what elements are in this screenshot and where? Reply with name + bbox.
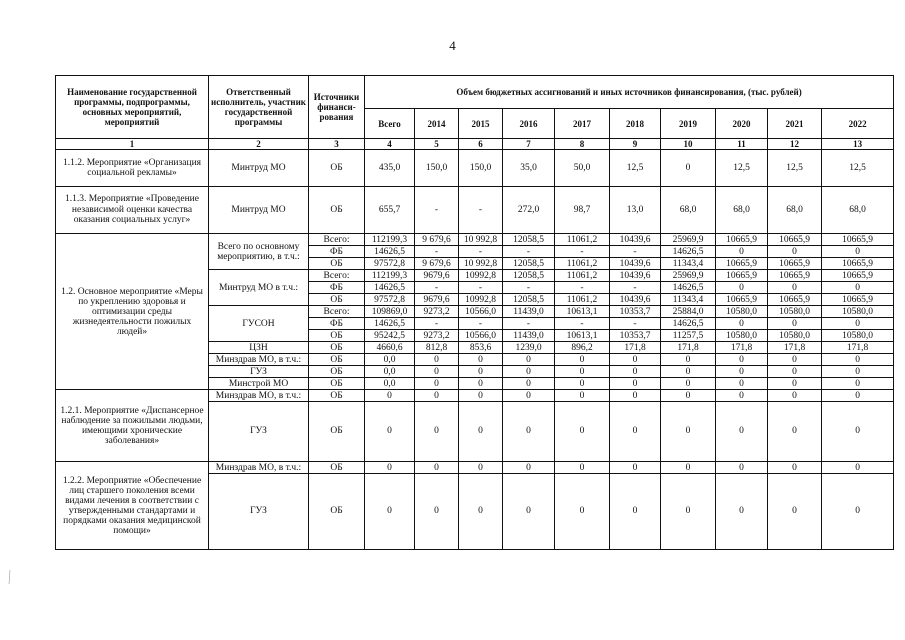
value-cell: 0 xyxy=(822,462,894,474)
value-cell: 0 xyxy=(716,378,768,390)
value-cell: 0 xyxy=(822,282,894,294)
value-cell: 10665,9 xyxy=(716,258,768,270)
measure-name: 1.2.2. Мероприятие «Обеспечение лиц старшего поколения всеми видами лечения в соответствии с утвержденными стандартами и порядками оказания медицинской помощи» xyxy=(56,462,209,550)
value-cell: 10580,0 xyxy=(822,306,894,318)
value-cell: 10665,9 xyxy=(822,234,894,246)
budget-table xyxy=(55,75,894,550)
column-number: 4 xyxy=(365,139,415,150)
value-cell: 11061,2 xyxy=(555,234,610,246)
column-number: 13 xyxy=(822,139,894,150)
value-cell: 112199,3 xyxy=(365,234,415,246)
value-cell: 11439,0 xyxy=(503,330,555,342)
value-cell: 0 xyxy=(459,474,503,550)
value-cell: - xyxy=(610,246,661,258)
column-number: 11 xyxy=(716,139,768,150)
value-cell: 0 xyxy=(822,402,894,462)
value-cell: 0 xyxy=(610,366,661,378)
value-cell: 4660,6 xyxy=(365,342,415,354)
value-cell: 0 xyxy=(661,390,716,402)
value-cell: 12,5 xyxy=(716,150,768,187)
table-row xyxy=(56,390,894,402)
value-cell: 0 xyxy=(768,354,822,366)
value-cell: 14626,5 xyxy=(661,246,716,258)
value-cell: 0 xyxy=(661,402,716,462)
value-cell: 10613,1 xyxy=(555,330,610,342)
funding-source: ОБ xyxy=(309,330,365,342)
value-cell: 12058,5 xyxy=(503,234,555,246)
value-cell: 68,0 xyxy=(716,187,768,234)
funding-source: ОБ xyxy=(309,402,365,462)
value-cell: 0 xyxy=(661,354,716,366)
value-cell: 9273,2 xyxy=(415,306,459,318)
value-cell: 95242,5 xyxy=(365,330,415,342)
value-cell: 68,0 xyxy=(661,187,716,234)
header-volume: Объем бюджетных ассигнований и иных источников финансирования, (тыс. рублей) xyxy=(365,76,894,109)
value-cell: 0 xyxy=(459,354,503,366)
funding-source: ОБ xyxy=(309,187,365,234)
value-cell: 0 xyxy=(716,402,768,462)
value-cell: 14626,5 xyxy=(365,318,415,330)
value-cell: 0 xyxy=(415,390,459,402)
executor: Минздрав МО, в т.ч.: xyxy=(209,354,309,366)
value-cell: 0 xyxy=(768,282,822,294)
value-cell: 11343,4 xyxy=(661,294,716,306)
value-cell: - xyxy=(610,282,661,294)
value-cell: 11061,2 xyxy=(555,294,610,306)
value-cell: 112199,3 xyxy=(365,270,415,282)
value-cell: 0,0 xyxy=(365,354,415,366)
funding-source: ФБ xyxy=(309,318,365,330)
header-source: Источники финанси-рования xyxy=(309,76,365,139)
value-cell: 12,5 xyxy=(768,150,822,187)
value-cell: 0 xyxy=(822,390,894,402)
value-cell: 10992,8 xyxy=(459,294,503,306)
header-executor: Ответственный исполнитель, участник государственной программы xyxy=(209,76,309,139)
value-cell: 9 679,6 xyxy=(415,258,459,270)
value-cell: 0 xyxy=(822,474,894,550)
value-cell: 97572,8 xyxy=(365,294,415,306)
value-cell: - xyxy=(459,282,503,294)
value-cell: 0 xyxy=(503,474,555,550)
value-cell: 10665,9 xyxy=(822,258,894,270)
value-cell: 0 xyxy=(768,318,822,330)
value-cell: 11439,0 xyxy=(503,306,555,318)
table-row xyxy=(56,187,894,234)
funding-source: ОБ xyxy=(309,294,365,306)
funding-source: ОБ xyxy=(309,474,365,550)
value-cell: 10665,9 xyxy=(716,234,768,246)
executor: ЦЗН xyxy=(209,342,309,354)
value-cell: 10439,6 xyxy=(610,294,661,306)
value-cell: 50,0 xyxy=(555,150,610,187)
value-cell: - xyxy=(459,187,503,234)
measure-name: 1.2. Основное мероприятие «Меры по укреплению здоровья и оптимизации среды жизнедеятельности пожилых людей» xyxy=(56,234,209,390)
value-cell: 98,7 xyxy=(555,187,610,234)
value-cell: 9679,6 xyxy=(415,270,459,282)
value-cell: 0 xyxy=(503,402,555,462)
funding-source: ОБ xyxy=(309,342,365,354)
value-cell: 35,0 xyxy=(503,150,555,187)
table-row xyxy=(56,234,894,246)
value-cell: 10 992,8 xyxy=(459,234,503,246)
value-cell: 0 xyxy=(716,318,768,330)
funding-source: ОБ xyxy=(309,354,365,366)
scan-speck xyxy=(8,570,12,584)
value-cell: 10665,9 xyxy=(768,294,822,306)
funding-source: ОБ xyxy=(309,150,365,187)
table-row xyxy=(56,462,894,474)
column-number: 6 xyxy=(459,139,503,150)
value-cell: 0,0 xyxy=(365,378,415,390)
value-cell: 68,0 xyxy=(768,187,822,234)
funding-source: ФБ xyxy=(309,282,365,294)
value-cell: 10566,0 xyxy=(459,306,503,318)
value-cell: 0 xyxy=(822,318,894,330)
value-cell: - xyxy=(415,187,459,234)
value-cell: 435,0 xyxy=(365,150,415,187)
value-cell: 14626,5 xyxy=(365,282,415,294)
value-cell: 853,6 xyxy=(459,342,503,354)
value-cell: 0 xyxy=(822,366,894,378)
value-cell: 12,5 xyxy=(822,150,894,187)
value-cell: 0 xyxy=(822,246,894,258)
value-cell: 10439,6 xyxy=(610,270,661,282)
value-cell: 0 xyxy=(768,402,822,462)
value-cell: 0 xyxy=(459,402,503,462)
value-cell: 0 xyxy=(610,378,661,390)
executor: Минтруд МО в т.ч.: xyxy=(209,270,309,306)
value-cell: 10580,0 xyxy=(768,306,822,318)
value-cell: 10665,9 xyxy=(822,294,894,306)
measure-name: 1.1.3. Мероприятие «Проведение независимой оценки качества оказания социальных услуг» xyxy=(56,187,209,234)
executor: Минтруд МО xyxy=(209,187,309,234)
value-cell: 9679,6 xyxy=(415,294,459,306)
value-cell: 0 xyxy=(503,354,555,366)
table-row xyxy=(56,150,894,187)
value-cell: - xyxy=(459,246,503,258)
value-cell: 10 992,8 xyxy=(459,258,503,270)
value-cell: 68,0 xyxy=(822,187,894,234)
value-cell: - xyxy=(503,318,555,330)
value-cell: 0 xyxy=(415,474,459,550)
value-cell: 0 xyxy=(716,366,768,378)
value-cell: 10353,7 xyxy=(610,330,661,342)
header-year: 2014 xyxy=(415,109,459,139)
value-cell: 0 xyxy=(716,354,768,366)
value-cell: 150,0 xyxy=(459,150,503,187)
value-cell: 0 xyxy=(768,462,822,474)
header-total: Всего xyxy=(365,109,415,139)
value-cell: 10580,0 xyxy=(768,330,822,342)
value-cell: 0 xyxy=(459,366,503,378)
column-number: 2 xyxy=(209,139,309,150)
value-cell: 0 xyxy=(768,366,822,378)
value-cell: 0 xyxy=(555,402,610,462)
value-cell: 13,0 xyxy=(610,187,661,234)
value-cell: - xyxy=(555,282,610,294)
value-cell: 150,0 xyxy=(415,150,459,187)
value-cell: 0 xyxy=(503,390,555,402)
value-cell: - xyxy=(415,318,459,330)
value-cell: 0 xyxy=(365,402,415,462)
value-cell: 0 xyxy=(459,378,503,390)
value-cell: - xyxy=(610,318,661,330)
value-cell: 0 xyxy=(415,366,459,378)
value-cell: 11061,2 xyxy=(555,270,610,282)
value-cell: 25969,9 xyxy=(661,270,716,282)
value-cell: - xyxy=(555,318,610,330)
column-number: 10 xyxy=(661,139,716,150)
executor: ГУЗ xyxy=(209,474,309,550)
value-cell: 0 xyxy=(822,378,894,390)
value-cell: 0 xyxy=(716,474,768,550)
funding-source: ОБ xyxy=(309,366,365,378)
value-cell: 10665,9 xyxy=(716,294,768,306)
header-year: 2019 xyxy=(661,109,716,139)
value-cell: 14626,5 xyxy=(661,282,716,294)
value-cell: 0 xyxy=(610,462,661,474)
value-cell: 171,8 xyxy=(610,342,661,354)
value-cell: 171,8 xyxy=(822,342,894,354)
value-cell: 9 679,6 xyxy=(415,234,459,246)
value-cell: 0 xyxy=(716,282,768,294)
value-cell: 0 xyxy=(415,354,459,366)
value-cell: 11257,5 xyxy=(661,330,716,342)
column-number: 3 xyxy=(309,139,365,150)
value-cell: 109869,0 xyxy=(365,306,415,318)
value-cell: 0 xyxy=(661,462,716,474)
value-cell: 0 xyxy=(503,366,555,378)
value-cell: 10439,6 xyxy=(610,234,661,246)
value-cell: 10665,9 xyxy=(768,234,822,246)
executor: Минтруд МО xyxy=(209,150,309,187)
measure-name: 1.1.2. Мероприятие «Организация социальной рекламы» xyxy=(56,150,209,187)
header-year: 2021 xyxy=(768,109,822,139)
value-cell: 10665,9 xyxy=(768,258,822,270)
value-cell: 0 xyxy=(415,462,459,474)
value-cell: 0 xyxy=(555,378,610,390)
page-number: 4 xyxy=(449,38,456,53)
value-cell: 10566,0 xyxy=(459,330,503,342)
value-cell: 0 xyxy=(610,390,661,402)
value-cell: 0 xyxy=(555,462,610,474)
value-cell: 0 xyxy=(768,474,822,550)
column-number: 7 xyxy=(503,139,555,150)
header-name: Наименование государственной программы, подпрограммы, основных мероприятий, мероприятий xyxy=(56,76,209,139)
value-cell: 171,8 xyxy=(716,342,768,354)
value-cell: 10439,6 xyxy=(610,258,661,270)
header-year: 2020 xyxy=(716,109,768,139)
value-cell: 0 xyxy=(555,366,610,378)
value-cell: 12058,5 xyxy=(503,270,555,282)
funding-source: ОБ xyxy=(309,378,365,390)
value-cell: - xyxy=(459,318,503,330)
funding-source: ОБ xyxy=(309,390,365,402)
value-cell: 10580,0 xyxy=(716,306,768,318)
value-cell: 0 xyxy=(415,402,459,462)
executor: Минздрав МО, в т.ч.: xyxy=(209,390,309,402)
funding-source: Всего: xyxy=(309,234,365,246)
value-cell: - xyxy=(503,282,555,294)
funding-source: ФБ xyxy=(309,246,365,258)
value-cell: 10665,9 xyxy=(768,270,822,282)
header-year: 2022 xyxy=(822,109,894,139)
value-cell: 0 xyxy=(459,462,503,474)
executor: Всего по основному мероприятию, в т.ч.: xyxy=(209,234,309,270)
value-cell: 0 xyxy=(365,390,415,402)
value-cell: 97572,8 xyxy=(365,258,415,270)
value-cell: - xyxy=(503,246,555,258)
value-cell: - xyxy=(415,246,459,258)
value-cell: 0 xyxy=(661,150,716,187)
value-cell: 0 xyxy=(822,354,894,366)
value-cell: 0 xyxy=(661,378,716,390)
value-cell: 11061,2 xyxy=(555,258,610,270)
value-cell: 0 xyxy=(768,390,822,402)
value-cell: 171,8 xyxy=(768,342,822,354)
executor: ГУЗ xyxy=(209,366,309,378)
value-cell: 272,0 xyxy=(503,187,555,234)
value-cell: 0 xyxy=(716,246,768,258)
value-cell: 0 xyxy=(768,246,822,258)
header-year: 2018 xyxy=(610,109,661,139)
value-cell: 0 xyxy=(610,402,661,462)
value-cell: 0 xyxy=(555,390,610,402)
value-cell: 9273,2 xyxy=(415,330,459,342)
value-cell: 0 xyxy=(555,474,610,550)
value-cell: 10613,1 xyxy=(555,306,610,318)
value-cell: 0 xyxy=(365,462,415,474)
value-cell: 10665,9 xyxy=(822,270,894,282)
value-cell: 0 xyxy=(365,474,415,550)
value-cell: 0 xyxy=(555,354,610,366)
funding-source: Всего: xyxy=(309,306,365,318)
executor: Минстрой МО xyxy=(209,378,309,390)
value-cell: 0 xyxy=(661,474,716,550)
value-cell: 25969,9 xyxy=(661,234,716,246)
funding-source: Всего: xyxy=(309,270,365,282)
header-year: 2017 xyxy=(555,109,610,139)
value-cell: 0 xyxy=(459,390,503,402)
executor: ГУЗ xyxy=(209,402,309,462)
value-cell: 12058,5 xyxy=(503,258,555,270)
column-number: 9 xyxy=(610,139,661,150)
value-cell: 10353,7 xyxy=(610,306,661,318)
value-cell: 25884,0 xyxy=(661,306,716,318)
value-cell: 896,2 xyxy=(555,342,610,354)
value-cell: 10580,0 xyxy=(716,330,768,342)
value-cell: 655,7 xyxy=(365,187,415,234)
value-cell: 0 xyxy=(610,474,661,550)
value-cell: 10580,0 xyxy=(822,330,894,342)
executor: ГУСОН xyxy=(209,306,309,342)
value-cell: 0,0 xyxy=(365,366,415,378)
value-cell: 0 xyxy=(503,462,555,474)
value-cell: 0 xyxy=(716,390,768,402)
value-cell: 12,5 xyxy=(610,150,661,187)
value-cell: - xyxy=(415,282,459,294)
value-cell: 0 xyxy=(768,378,822,390)
value-cell: 812,8 xyxy=(415,342,459,354)
measure-name: 1.2.1. Мероприятие «Диспансерное наблюдение за пожилыми людьми, имеющими хронические заболевания» xyxy=(56,390,209,462)
value-cell: 12058,5 xyxy=(503,294,555,306)
funding-source: ОБ xyxy=(309,258,365,270)
header-year: 2015 xyxy=(459,109,503,139)
value-cell: 14626,5 xyxy=(661,318,716,330)
value-cell: 10665,9 xyxy=(716,270,768,282)
executor: Минздрав МО, в т.ч.: xyxy=(209,462,309,474)
value-cell: 0 xyxy=(716,462,768,474)
value-cell: 0 xyxy=(610,354,661,366)
column-number: 12 xyxy=(768,139,822,150)
funding-source: ОБ xyxy=(309,462,365,474)
column-number: 8 xyxy=(555,139,610,150)
value-cell: - xyxy=(555,246,610,258)
value-cell: 14626,5 xyxy=(365,246,415,258)
value-cell: 0 xyxy=(661,366,716,378)
column-number: 5 xyxy=(415,139,459,150)
value-cell: 171,8 xyxy=(661,342,716,354)
value-cell: 0 xyxy=(503,378,555,390)
value-cell: 10992,8 xyxy=(459,270,503,282)
value-cell: 0 xyxy=(415,378,459,390)
value-cell: 1239,0 xyxy=(503,342,555,354)
column-number: 1 xyxy=(56,139,209,150)
value-cell: 11343,4 xyxy=(661,258,716,270)
header-year: 2016 xyxy=(503,109,555,139)
